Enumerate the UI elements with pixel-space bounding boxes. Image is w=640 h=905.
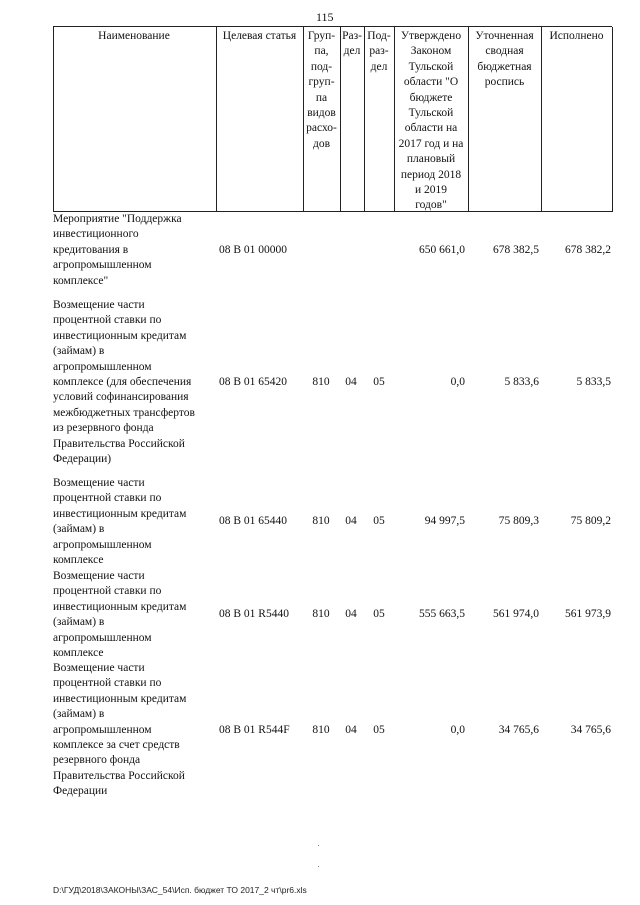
row-approved: 0,0 — [450, 376, 465, 388]
footer-file-path: D:\ГУД\2018\ЗАКОНЫ\ЗАС_54\Исп. бюджет ТО 2017_2 чт\pr6.xls — [53, 885, 307, 895]
header-executed: Исполнено — [549, 30, 604, 42]
header-section: Раз- дел — [342, 30, 362, 58]
header-divider — [541, 27, 542, 212]
header-divider — [53, 27, 54, 212]
row-executed: 34 765,6 — [570, 724, 611, 736]
row-refined: 678 382,5 — [493, 244, 539, 256]
header-divider — [216, 27, 217, 212]
row-executed: 561 973,9 — [565, 608, 611, 620]
header-name: Наименование — [98, 30, 170, 42]
row-group: 810 — [312, 608, 330, 620]
row-section: 04 — [345, 724, 357, 736]
row-subsection: 05 — [373, 608, 385, 620]
row-refined: 75 809,3 — [498, 515, 539, 527]
header-target: Целевая статья — [222, 30, 297, 42]
row-approved: 650 661,0 — [419, 244, 465, 256]
header-divider — [340, 27, 341, 212]
row-name: Возмещение части процентной ставки по инвестиционным кредитам (займам) в агропромышленном комплексе за счет средств резервного фонда Правительства Российской Федерации — [53, 662, 187, 798]
row-refined: 5 833,6 — [504, 376, 539, 388]
row-approved: 555 663,5 — [419, 608, 465, 620]
row-name: Возмещение части процентной ставки по инвестиционным кредитам (займам) в агропромышленном комплексе — [53, 570, 187, 660]
header-divider — [612, 27, 613, 212]
row-group: 810 — [312, 724, 330, 736]
header-divider — [303, 27, 304, 212]
row-name: Мероприятие "Поддержка инвестиционного кредитования в агропромышленном комплексе" — [53, 213, 182, 287]
row-section: 04 — [345, 376, 357, 388]
row-group: 810 — [312, 515, 330, 527]
row-executed: 5 833,5 — [576, 376, 611, 388]
row-name: Возмещение части процентной ставки по инвестиционным кредитам (займам) в агропромышленном комплексе (для обеспечения условий софинансирования межбюджетных трансфертов из резервного фонда Правительства Российской Федерации) — [53, 299, 195, 466]
row-refined: 561 974,0 — [493, 608, 539, 620]
row-group: 810 — [312, 376, 330, 388]
row-name: Возмещение части процентной ставки по инвестиционным кредитам (займам) в агропромышленном комплексе — [53, 477, 187, 567]
scan-speck — [318, 866, 319, 867]
row-refined: 34 765,6 — [498, 724, 539, 736]
row-approved: 0,0 — [450, 724, 465, 736]
row-code: 08 В 01 65440 — [219, 515, 288, 527]
header-divider — [394, 27, 395, 212]
row-code: 08 В 01 R544F — [219, 724, 290, 736]
header-divider — [364, 27, 365, 212]
header-approved: Утверждено Законом Тульской области "О бюджете Тульской области на 2017 год и на плановый период 2018 и 2019 годов" — [398, 30, 464, 212]
row-subsection: 05 — [373, 515, 385, 527]
row-code: 08 В 01 00000 — [219, 244, 288, 256]
row-subsection: 05 — [373, 376, 385, 388]
header-subsection: Под- раз- дел — [367, 30, 391, 73]
row-subsection: 05 — [373, 724, 385, 736]
header-group: Груп- па, под- груп- па видов расхо- дов — [306, 30, 337, 150]
row-executed: 75 809,2 — [570, 515, 611, 527]
page-number: 115 — [316, 10, 334, 24]
row-section: 04 — [345, 515, 357, 527]
row-executed: 678 382,2 — [565, 244, 611, 256]
row-code: 08 В 01 65420 — [219, 376, 288, 388]
row-approved: 94 997,5 — [424, 515, 465, 527]
header-refined: Уточненная сводная бюджетная роспись — [475, 30, 534, 89]
scan-speck — [318, 845, 319, 846]
header-divider — [468, 27, 469, 212]
row-section: 04 — [345, 608, 357, 620]
row-code: 08 В 01 R5440 — [219, 608, 289, 620]
